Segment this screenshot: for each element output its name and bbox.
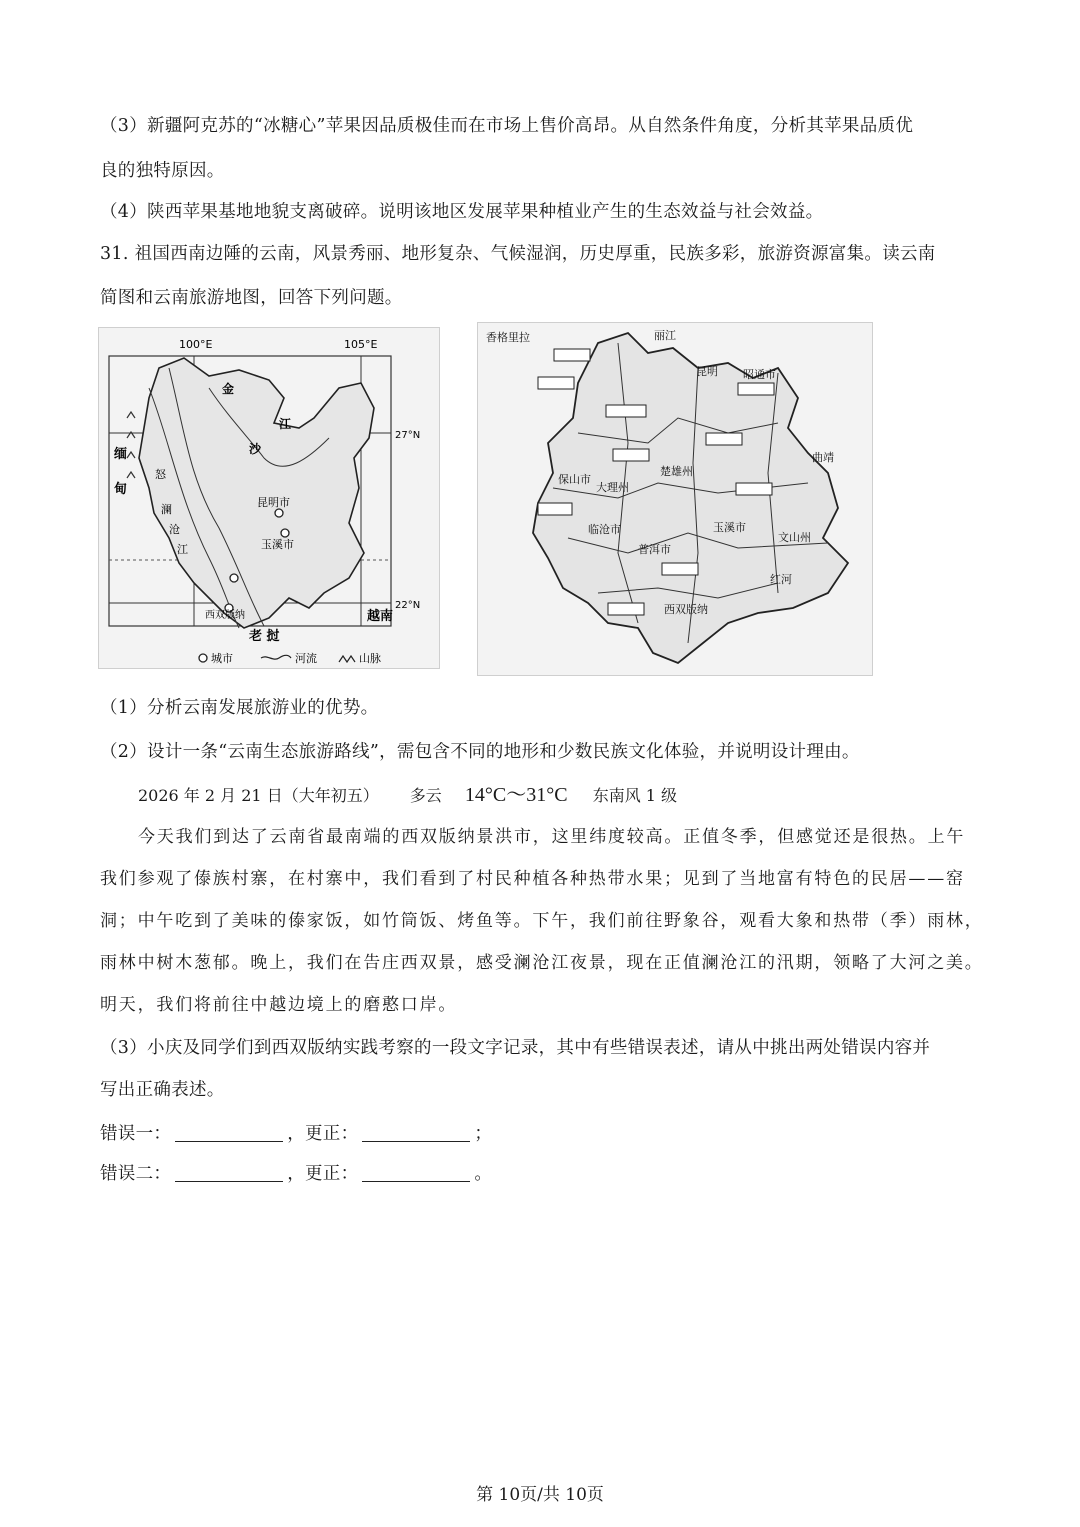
label-wenshan: 文山州 xyxy=(778,531,811,544)
error-2-fix-blank[interactable] xyxy=(362,1163,470,1182)
label-dian: 甸 xyxy=(114,482,128,497)
q31-intro-line1: 31. 祖国西南边陲的云南，风景秀丽、地形复杂、气候湿润，历史厚重，民族多彩，旅游资源富集。读云南 xyxy=(100,244,936,264)
diary-line-1: 今天我们到达了云南省最南端的西双版纳景洪市，这里纬度较高。正值冬季，但感觉还是很热。上午 xyxy=(138,827,966,847)
yunnan-tourism-map xyxy=(477,322,873,676)
label-nu: 怒 xyxy=(155,468,166,481)
error-2-label: 错误二： xyxy=(100,1164,172,1184)
kunming-city-icon xyxy=(275,509,283,517)
yunnan-tourism-map-svg xyxy=(478,323,872,675)
legend-city-icon xyxy=(199,654,207,662)
diary-line-5: 明天，我们将前往中越边境上的磨憨口岸。 xyxy=(100,995,458,1015)
label-kunming-r: 昆明 xyxy=(696,365,718,378)
error-1-end: ； xyxy=(474,1124,493,1144)
error-1-row xyxy=(100,1120,492,1145)
page-footer: 第 10页/共 10页 xyxy=(476,1485,604,1505)
label-jiang2: 江 xyxy=(177,543,188,556)
label-mian: 缅 xyxy=(114,447,128,462)
label-vietnam: 越南 xyxy=(367,609,394,624)
yunnan-sketch-map-svg xyxy=(99,328,439,668)
error-2-blank[interactable] xyxy=(175,1163,283,1182)
legend-mountain: 山脉 xyxy=(359,652,381,665)
lon-100-label: 100°E xyxy=(179,338,213,351)
label-qujing: 曲靖 xyxy=(812,451,834,464)
error-2-fix-label: ，更正： xyxy=(287,1164,359,1184)
label-jin: 金 xyxy=(222,382,235,396)
error-2-row xyxy=(100,1160,492,1185)
label-zhaotong: 昭通市 xyxy=(743,368,776,381)
error-1-label: 错误一： xyxy=(100,1124,172,1144)
label-baoshan: 保山市 xyxy=(558,473,591,486)
q31-part3-line2: 写出正确表述。 xyxy=(100,1080,225,1100)
label-cang: 沧 xyxy=(169,523,180,536)
label-xianggelila: 香格里拉 xyxy=(486,331,530,344)
q30-part3-line2: 良的独特原因。 xyxy=(100,161,225,181)
q31-part1: （1）分析云南发展旅游业的优势。 xyxy=(100,698,379,718)
legend-river-icon xyxy=(261,655,291,659)
legend-river: 河流 xyxy=(295,652,317,665)
label-chuxiong: 楚雄州 xyxy=(660,465,693,478)
legend-mountain-icon xyxy=(339,656,355,662)
diary-temperature: 14°C～31°C xyxy=(464,784,568,806)
diary-line-3: 洞；中午吃到了美味的傣家饭，如竹筒饭、烤鱼等。下午，我们前往野象谷，观看大象和热带（季）雨林， xyxy=(100,911,984,931)
label-dali: 大理州 xyxy=(596,481,629,494)
diary-weather: 多云 xyxy=(409,786,442,805)
q30-part4: （4）陕西苹果基地地貌支离破碎。说明该地区发展苹果种植业产生的生态效益与社会效益。 xyxy=(100,202,824,222)
label-lincang: 临沧市 xyxy=(588,523,621,536)
label-xishuangbanna: 西双版纳 xyxy=(205,610,245,621)
label-lijiang: 丽江 xyxy=(654,329,676,342)
diary-wind: 东南风 1 级 xyxy=(592,786,678,805)
diary-date: 2026 年 2 月 21 日（大年初五） xyxy=(138,786,379,805)
label-puer: 普洱市 xyxy=(638,543,671,556)
label-kunming: 昆明市 xyxy=(257,496,290,509)
city-icon xyxy=(230,574,238,582)
error-1-fix-blank[interactable] xyxy=(362,1123,470,1142)
label-yuxi-r: 玉溪市 xyxy=(713,521,746,534)
label-xishuangbanna-r: 西双版纳 xyxy=(664,603,708,616)
label-lan: 澜 xyxy=(161,503,172,516)
label-sha: 沙 xyxy=(249,442,262,456)
label-laos: 老 挝 xyxy=(249,629,280,644)
label-yuxi: 玉溪市 xyxy=(261,538,294,551)
error-2-end: 。 xyxy=(474,1164,493,1184)
lat-27-label: 27°N xyxy=(395,430,421,441)
lat-22-label: 22°N xyxy=(395,600,421,611)
diary-line-2: 我们参观了傣族村寨，在村寨中，我们看到了村民种植各种热带水果；见到了当地富有特色的民居——窑 xyxy=(100,869,965,889)
error-1-fix-label: ，更正： xyxy=(287,1124,359,1144)
diary-header xyxy=(138,778,677,807)
label-jiang: 江 xyxy=(279,417,292,431)
yuxi-city-icon xyxy=(281,529,289,537)
q31-intro-line2: 简图和云南旅游地图，回答下列问题。 xyxy=(100,288,403,308)
q30-part3-line1: （3）新疆阿克苏的“冰糖心”苹果因品质极佳而在市场上售价高昂。从自然条件角度，分析其苹果品质优 xyxy=(100,116,914,136)
diary-line-4: 雨林中树木葱郁。晚上，我们在告庄西双景，感受澜沧江夜景，现在正值澜沧江的汛期，领略了大河之美。 xyxy=(100,953,984,973)
legend-city: 城市 xyxy=(211,652,233,665)
q31-part2: （2）设计一条“云南生态旅游路线”，需包含不同的地形和少数民族文化体验，并说明设计理由。 xyxy=(100,742,860,762)
q31-part3-line1: （3）小庆及同学们到西双版纳实践考察的一段文字记录，其中有些错误表述，请从中挑出两处错误内容并 xyxy=(100,1038,931,1058)
label-honghe: 红河 xyxy=(770,573,792,586)
yunnan-sketch-map xyxy=(98,327,440,669)
lon-105-label: 105°E xyxy=(344,338,378,351)
error-1-blank[interactable] xyxy=(175,1123,283,1142)
